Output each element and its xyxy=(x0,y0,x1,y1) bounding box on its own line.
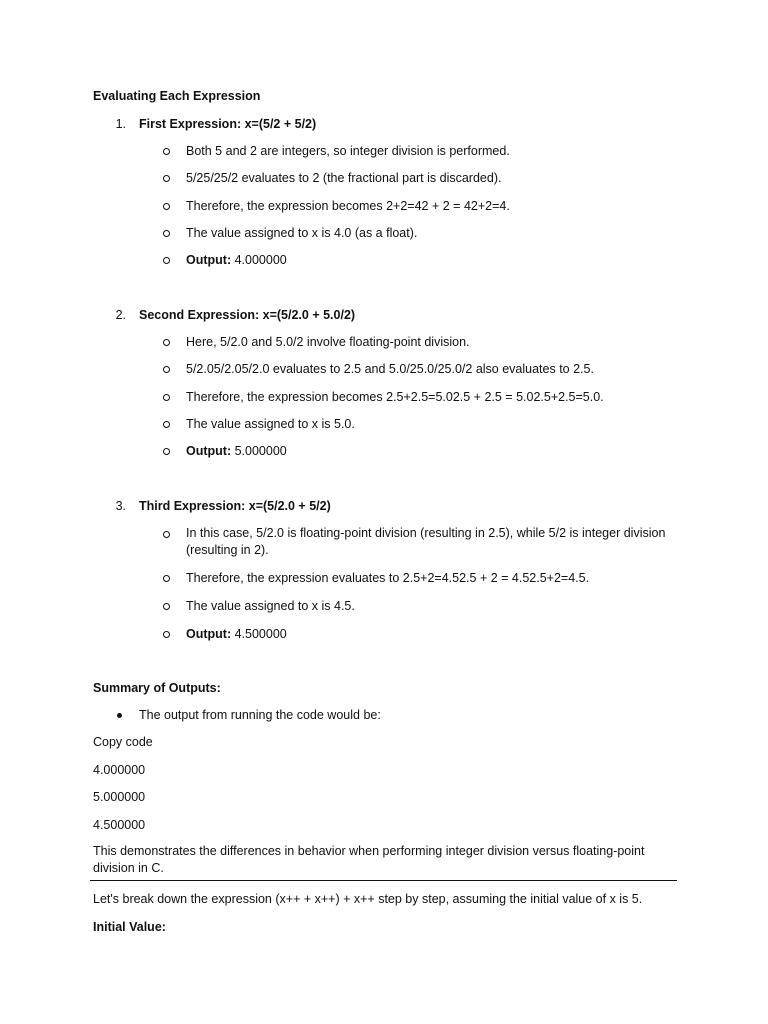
code-output-line: 5.000000 xyxy=(93,790,146,804)
document-heading: Evaluating Each Expression xyxy=(93,89,261,103)
hollow-bullet-icon xyxy=(163,448,170,455)
hollow-bullet-icon xyxy=(163,175,170,182)
hollow-bullet-icon xyxy=(163,575,170,582)
conclusion-paragraph: This demonstrates the differences in behavior when performing integer division versus floating-point division in C. xyxy=(93,844,645,875)
bullet-text: Here, 5/2.0 and 5.0/2 involve floating-point division. xyxy=(186,335,470,349)
bullet-text: 5/25/25/2 evaluates to 2 (the fractional part is discarded). xyxy=(186,171,502,185)
bullet-text: 5/2.05/2.05/2.0 evaluates to 2.5 and 5.0/25.0/25.0/2 also evaluates to 2.5. xyxy=(186,362,594,376)
copy-code-button[interactable]: Copy code xyxy=(93,735,153,749)
output-label: Output: xyxy=(186,444,232,458)
section-title: First Expression: x=(5/2 + 5/2) xyxy=(139,117,317,131)
bullet-text: Therefore, the expression becomes 2.5+2.5=5.02.5 + 2.5 = 5.02.5+2.5=5.0. xyxy=(186,390,604,404)
hollow-bullet-icon xyxy=(163,366,170,373)
bullet-text: In this case, 5/2.0 is floating-point division (resulting in 2.5), while 5/2 is integer division (resulting in 2). xyxy=(186,526,666,557)
code-output-line: 4.000000 xyxy=(93,763,146,777)
hollow-bullet-icon xyxy=(163,531,170,538)
bullet-text: Therefore, the expression becomes 2+2=42 + 2 = 42+2=4. xyxy=(186,199,510,213)
section-number: 3. xyxy=(115,499,126,513)
bullet-text: The value assigned to x is 5.0. xyxy=(186,417,355,431)
section-title: Third Expression: x=(5/2.0 + 5/2) xyxy=(139,499,331,513)
code-output-line: 4.500000 xyxy=(93,818,146,832)
summary-bullet: The output from running the code would be: xyxy=(139,708,381,722)
bullet-text: The value assigned to x is 4.0 (as a float). xyxy=(186,226,418,240)
output-line xyxy=(186,626,287,642)
output-line xyxy=(186,252,287,268)
hollow-bullet-icon xyxy=(163,339,170,346)
solid-bullet-icon xyxy=(117,713,122,718)
hollow-bullet-icon xyxy=(163,421,170,428)
hollow-bullet-icon xyxy=(163,230,170,237)
hollow-bullet-icon xyxy=(163,257,170,264)
bullet-text: The value assigned to x is 4.5. xyxy=(186,599,355,613)
output-label: Output: xyxy=(186,253,232,267)
bullet-text: Both 5 and 2 are integers, so integer division is performed. xyxy=(186,144,510,158)
section-title: Second Expression: x=(5/2.0 + 5.0/2) xyxy=(139,308,356,322)
hollow-bullet-icon xyxy=(163,148,170,155)
section-number: 1. xyxy=(115,117,126,131)
hollow-bullet-icon xyxy=(163,203,170,210)
horizontal-divider xyxy=(90,880,677,881)
output-value: 4.500000 xyxy=(231,627,287,641)
bullet-text: Therefore, the expression evaluates to 2.5+2=4.52.5 + 2 = 4.52.5+2=4.5. xyxy=(186,571,590,585)
output-label: Output: xyxy=(186,627,232,641)
hollow-bullet-icon xyxy=(163,603,170,610)
hollow-bullet-icon xyxy=(163,394,170,401)
output-value: 5.000000 xyxy=(231,444,287,458)
initial-value-heading: Initial Value: xyxy=(93,920,166,934)
output-value: 4.000000 xyxy=(231,253,287,267)
summary-title: Summary of Outputs: xyxy=(93,681,221,695)
output-line xyxy=(186,443,287,459)
hollow-bullet-icon xyxy=(163,631,170,638)
section-number: 2. xyxy=(115,308,126,322)
intro-paragraph: Let's break down the expression (x++ + x++) + x++ step by step, assuming the initial value of x is 5. xyxy=(93,892,643,906)
